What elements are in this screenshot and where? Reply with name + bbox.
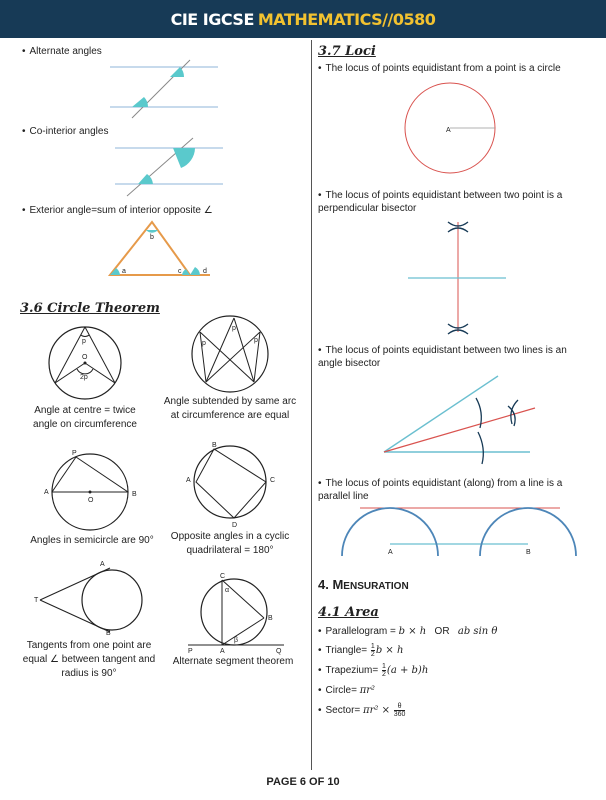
same-arc-caption: Angle subtended by same arc at circumference are equal <box>163 396 297 421</box>
f-trapezium-frac <box>382 663 386 678</box>
header-title-part1: CIE IGCSE <box>170 9 254 29</box>
alternate-angles-diagram <box>110 60 220 120</box>
angle-at-centre-diagram <box>45 323 125 403</box>
parallel-label-a: A <box>388 549 393 556</box>
cyclic-quad-diagram <box>184 440 278 528</box>
f-triangle-num: 1 <box>370 643 375 650</box>
header-title-part2: MATHEMATICS//0580 <box>257 9 436 29</box>
alternate-segment-diagram <box>186 570 286 654</box>
column-divider <box>311 40 312 770</box>
ext-label-d: d <box>203 268 207 275</box>
c5-label-b: B <box>106 630 111 637</box>
formula-trapezium: • Trapezium= $\frac{1}{2}$ (a + b)h <box>318 663 428 678</box>
ext-label-a: a <box>122 268 126 275</box>
c5-label-t: T <box>34 597 39 604</box>
cointerior-angles-diagram <box>115 138 225 198</box>
c1-label-p: p <box>82 338 86 345</box>
f-triangle-rest: b × h <box>375 645 404 657</box>
f-triangle-label: Triangle <box>325 645 362 657</box>
f-trapezium-den: 2 <box>382 671 386 678</box>
c6-label-beta: β <box>234 637 239 644</box>
f-parallelogram-label: Parallelogram <box>325 626 388 637</box>
c3-label-b: B <box>132 491 137 498</box>
c6-label-q: Q <box>276 648 282 655</box>
area-heading: 4.1 Area <box>318 605 379 620</box>
c2-label-p1: p <box>202 340 206 347</box>
ext-label-c: c <box>178 268 182 275</box>
exterior-angle-diagram <box>100 218 215 278</box>
c4-label-b: B <box>212 442 217 449</box>
f-trapezium-rest: (a + b)h <box>386 665 429 677</box>
f-parallelogram-a: b × h <box>398 626 427 637</box>
parallel-line-diagram <box>338 500 582 560</box>
header-banner <box>0 0 606 38</box>
c3-label-p: P <box>72 450 77 457</box>
f-circle-rest: πr² <box>359 685 376 696</box>
cointerior-angles-text: • Co-interior angles <box>22 125 108 138</box>
c2-label-p2: p <box>232 325 236 332</box>
parallel-label-b: B <box>526 549 531 556</box>
page-footer: PAGE 6 OF 10 <box>266 776 340 788</box>
c4-label-a: A <box>186 477 191 484</box>
angle-at-centre-caption: Angle at centre = twice angle on circumference <box>33 405 137 430</box>
c3-label-o: O <box>88 497 94 504</box>
f-parallelogram-b: ab sin θ <box>457 626 498 637</box>
f-triangle-frac <box>371 643 375 658</box>
f-parallelogram-or: OR <box>434 626 450 637</box>
c4-label-d: D <box>232 522 238 529</box>
f-sector-rest: πr² × <box>363 705 390 717</box>
c6-label-c: C <box>220 573 226 580</box>
c2-label-p3: p <box>254 337 258 344</box>
mensuration-heading-small: ENSURATION <box>343 581 409 592</box>
c3-label-a: A <box>44 489 49 496</box>
loci-heading: 3.7 Loci <box>318 44 376 59</box>
alternate-segment-caption: Alternate segment theorem <box>172 656 294 667</box>
loci-angle-bisector-text: • The locus of points equidistant between two lines is an angle bisector <box>318 344 592 370</box>
c1-label-2p: 2p <box>80 374 88 381</box>
loci-parallel-text: • The locus of points equidistant (along) from a line is a parallel line <box>318 477 592 503</box>
semicircle-caption: Angles in semicircle are 90° <box>30 535 154 546</box>
angle-bisector-diagram <box>380 372 540 464</box>
f-trapezium-num: 1 <box>382 663 386 670</box>
f-sector-frac <box>394 703 406 718</box>
c6-label-a: A <box>220 648 225 655</box>
mensuration-heading-big: 4. M <box>318 577 344 592</box>
f-circle-label: Circle <box>325 685 352 696</box>
tangents-diagram <box>34 562 144 636</box>
loci-label-a: A <box>446 127 451 134</box>
f-triangle-den: 2 <box>370 651 375 658</box>
formula-circle: • Circle= πr² <box>318 684 375 697</box>
ext-label-b: b <box>150 234 154 241</box>
formula-triangle: • Triangle= $\frac{1}{2}$ b × h <box>318 643 403 658</box>
loci-circle-diagram <box>402 78 498 178</box>
perpendicular-bisector-diagram <box>408 218 508 338</box>
alternate-angles-text: • Alternate angles <box>22 45 102 58</box>
f-sector-den: 360 <box>393 711 406 718</box>
c6-label-b: B <box>268 615 273 622</box>
c1-label-o: O <box>82 354 88 361</box>
c4-label-c: C <box>270 477 276 484</box>
tangents-caption: Tangents from one point are equal ∠ between tangent and radius is 90° <box>22 640 156 679</box>
semicircle-diagram <box>46 448 142 532</box>
loci-bisector-text: • The locus of points equidistant between two point is a perpendicular bisector <box>318 189 592 215</box>
f-sector-num: θ <box>394 703 406 711</box>
loci-point-text: • The locus of points equidistant from a point is a circle <box>318 62 598 75</box>
f-sector-label: Sector <box>325 705 355 717</box>
same-arc-diagram <box>188 312 272 396</box>
c5-label-a: A <box>100 561 105 568</box>
cyclic-quad-caption: Opposite angles in a cyclic quadrilateral = 180° <box>170 531 290 556</box>
c6-label-p: P <box>188 648 193 655</box>
f-trapezium-label: Trapezium <box>325 665 373 677</box>
formula-sector: • Sector= πr² × $\frac{\theta}{360}$ <box>318 703 406 718</box>
mensuration-heading <box>318 577 409 592</box>
exterior-angle-text: • Exterior angle=sum of interior opposite ∠ <box>22 204 213 217</box>
circle-theorem-heading: 3.6 Circle Theorem <box>20 301 160 316</box>
formula-parallelogram: • Parallelogram = b × h OR ab sin θ <box>318 625 497 638</box>
c6-label-alpha: α <box>225 587 230 594</box>
